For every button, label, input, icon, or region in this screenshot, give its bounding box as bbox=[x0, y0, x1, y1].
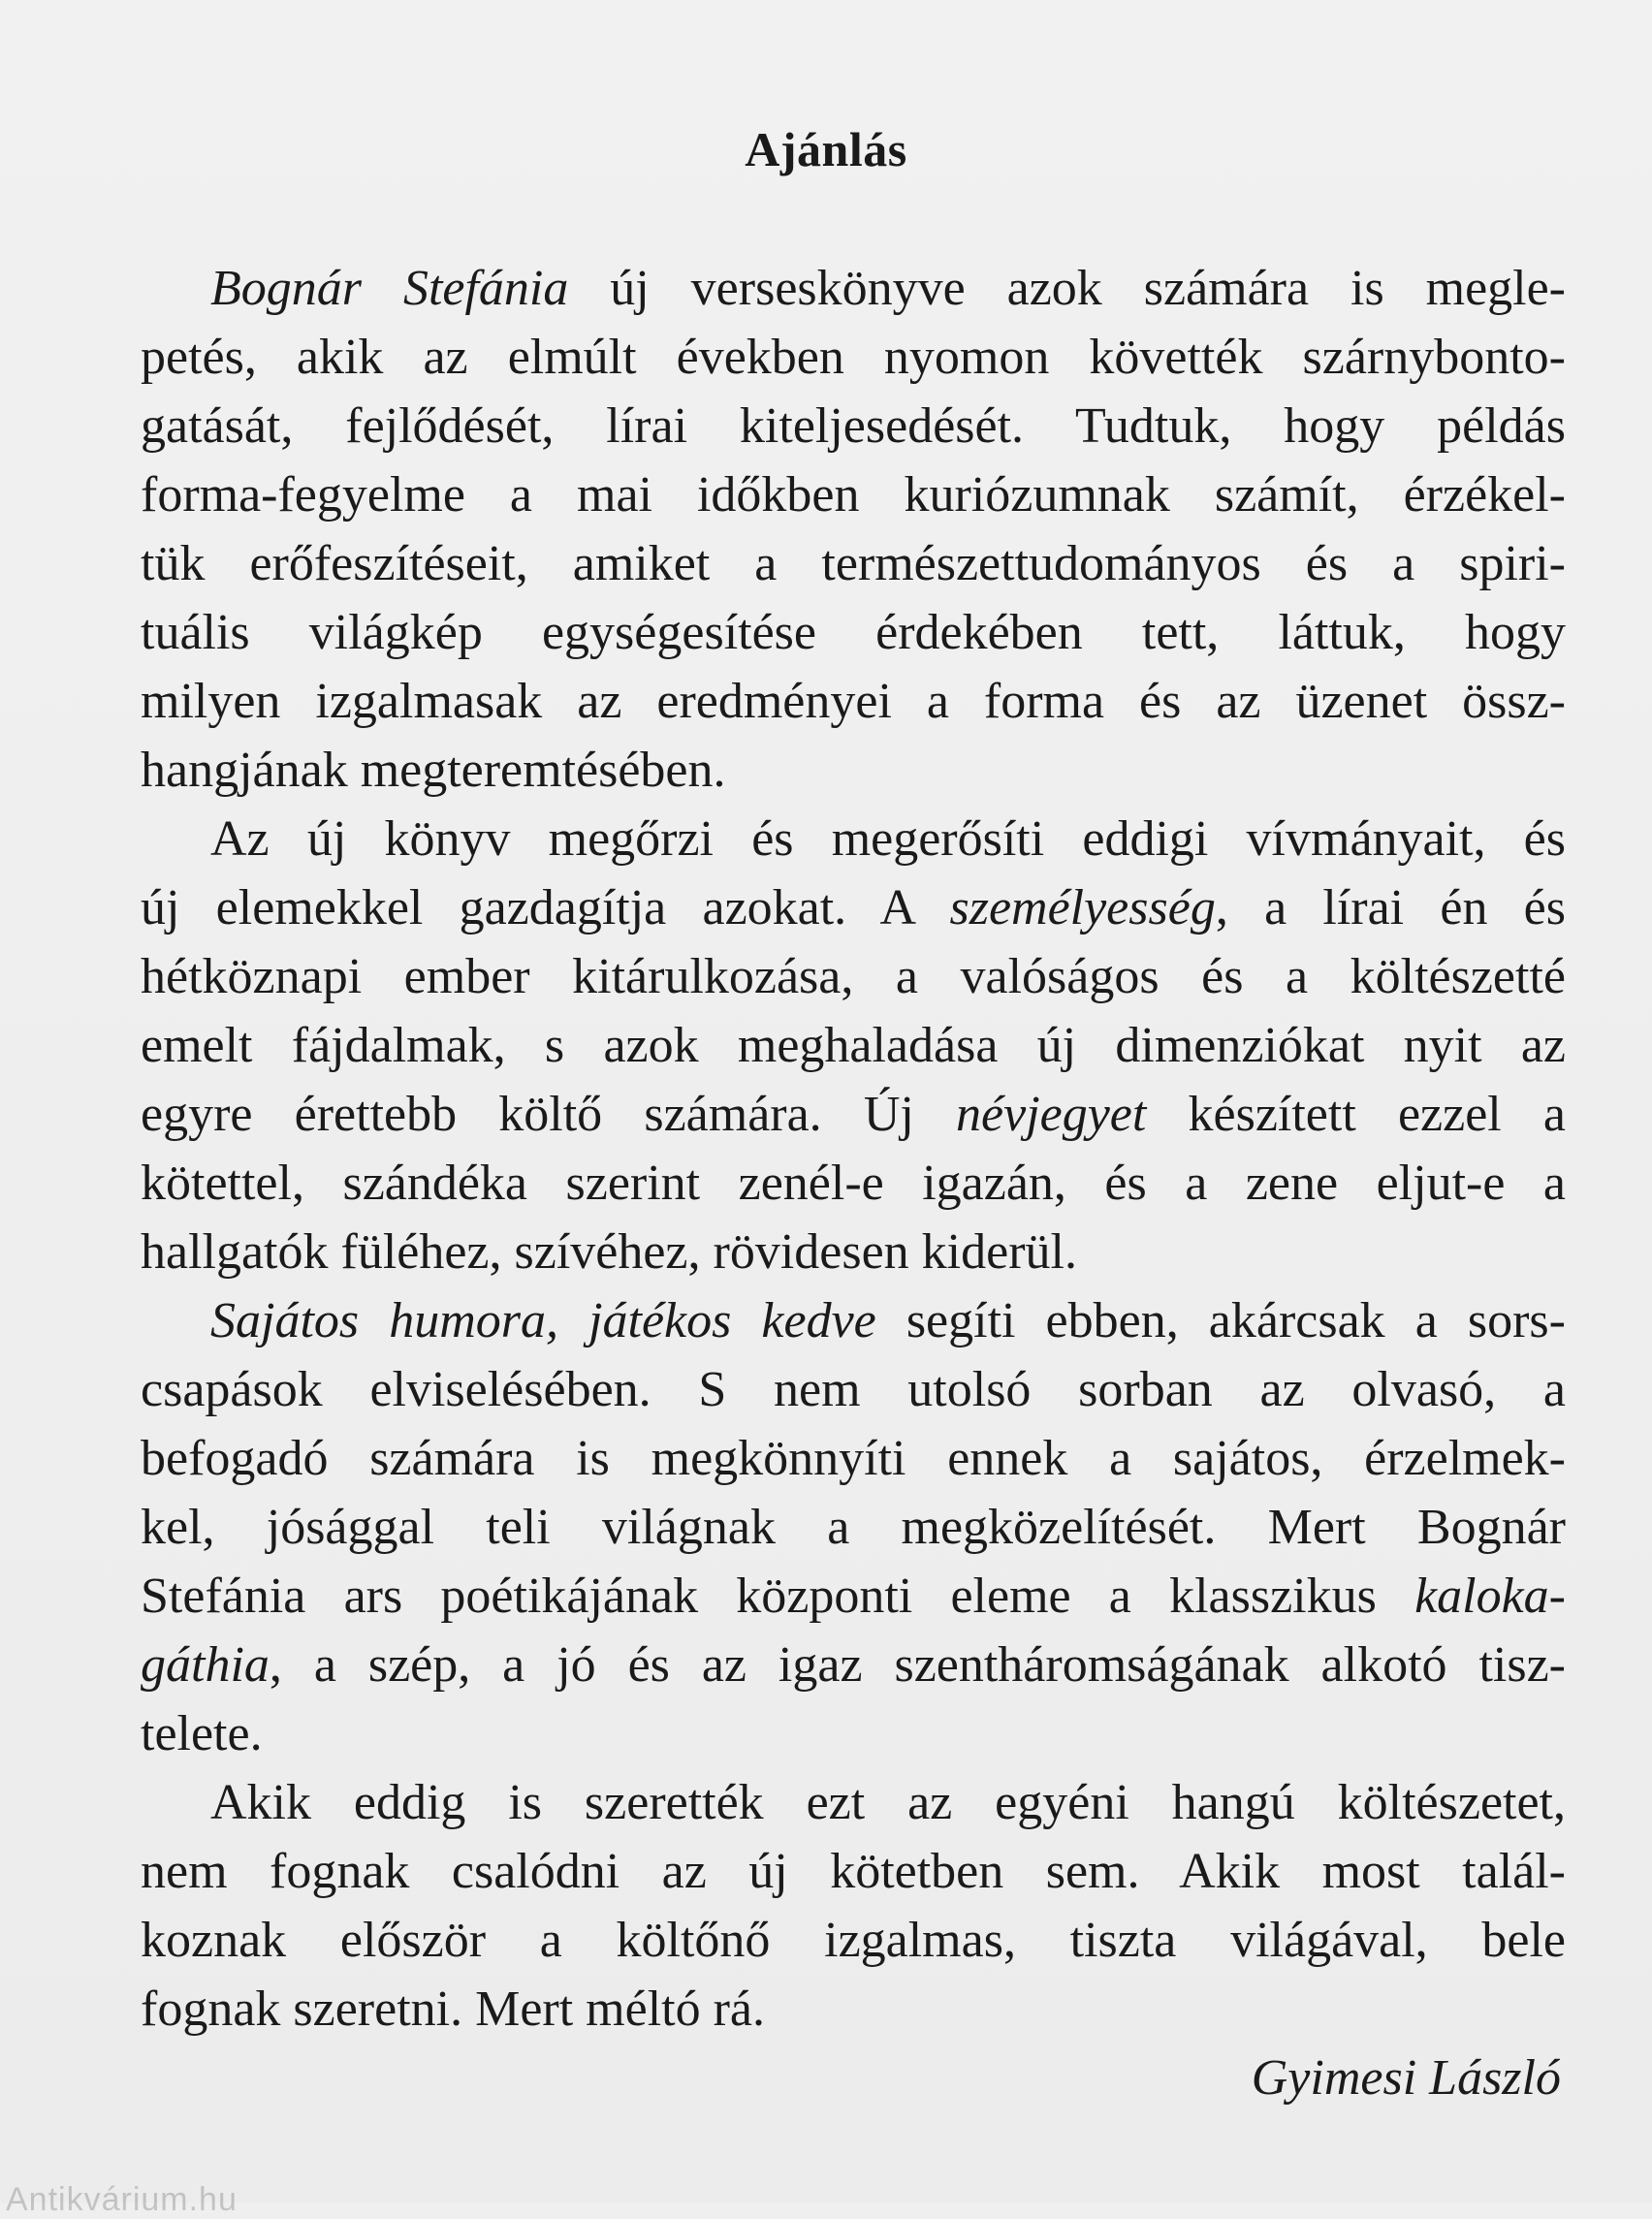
text-line bbox=[141, 1493, 1566, 1562]
text-segment: , a szép, a jó és az igaz szentháromságának alkotó tisz- bbox=[269, 1637, 1566, 1693]
text-segment: új elemekkel gazdagítja azokat. A bbox=[141, 880, 950, 935]
italic-segment: névjegyet bbox=[956, 1087, 1147, 1142]
text-segment: petés, akik az elmúlt években nyomon követték szárnybonto- bbox=[141, 330, 1566, 385]
watermark-text: Antikvárium.hu bbox=[6, 2181, 238, 2218]
text-segment: , a lírai én és bbox=[1215, 880, 1566, 935]
text-segment: kötettel, szándéka szerint zenél-e igazán, és a zene eljut-e a bbox=[141, 1156, 1566, 1211]
text-segment: emelt fájdalmak, s azok meghaladása új dimenziókat nyit az bbox=[141, 1018, 1566, 1073]
text-line bbox=[141, 1424, 1566, 1493]
text-line bbox=[141, 598, 1566, 667]
italic-segment: Sajátos humora, játékos kedve bbox=[210, 1293, 876, 1348]
text-segment: hangjának megteremtésében. bbox=[141, 743, 726, 798]
text-line bbox=[141, 1562, 1566, 1631]
text-line bbox=[141, 1699, 1566, 1768]
author-signature: Gyimesi László bbox=[1251, 2050, 1561, 2106]
text-line bbox=[141, 1631, 1566, 1699]
text-segment: gatását, fejlődését, lírai kiteljesedését. Tudtuk, hogy példás bbox=[141, 398, 1566, 454]
text-line bbox=[141, 254, 1566, 323]
text-line bbox=[141, 736, 1566, 805]
text-segment: kel, jósággal teli világnak a megközelítését. Mert Bognár bbox=[141, 1500, 1566, 1555]
text-segment: koznak először a költőnő izgalmas, tiszta világával, bele bbox=[141, 1913, 1566, 1968]
text-line bbox=[141, 1218, 1566, 1286]
text-segment: telete. bbox=[141, 1706, 263, 1761]
paragraph bbox=[141, 254, 1566, 805]
text-line bbox=[141, 1355, 1566, 1424]
paragraph bbox=[141, 1286, 1566, 1768]
text-segment: tük erőfeszítéseit, amiket a természettudományos és a spiri- bbox=[141, 536, 1566, 591]
text-segment: új verseskönyve azok számára is megle- bbox=[568, 261, 1566, 316]
text-line bbox=[141, 1975, 1566, 2044]
text-segment: Az új könyv megőrzi és megerősíti eddigi vívmányait, és bbox=[210, 811, 1566, 867]
text-line bbox=[141, 1837, 1566, 1906]
italic-segment: gáthia bbox=[141, 1637, 270, 1693]
text-line bbox=[141, 529, 1566, 598]
body-text bbox=[141, 254, 1566, 2044]
text-segment: Akik eddig is szerették ezt az egyéni hangú költészetet, bbox=[210, 1775, 1566, 1830]
text-line bbox=[141, 392, 1566, 460]
paragraph bbox=[141, 805, 1566, 1286]
text-segment: nem fognak csalódni az új kötetben sem. Akik most talál- bbox=[141, 1844, 1566, 1899]
text-line bbox=[141, 460, 1566, 529]
text-line bbox=[141, 667, 1566, 736]
text-line bbox=[141, 1906, 1566, 1975]
text-segment: fognak szeretni. Mert méltó rá. bbox=[141, 1981, 765, 2037]
text-line bbox=[141, 873, 1566, 942]
text-line bbox=[141, 1011, 1566, 1080]
text-segment: hétköznapi ember kitárulkozása, a valóságos és a költészetté bbox=[141, 949, 1566, 1004]
italic-segment: kaloka- bbox=[1414, 1569, 1566, 1624]
italic-segment: Bognár Stefánia bbox=[210, 261, 569, 316]
text-segment: forma-fegyelme a mai időkben kuriózumnak számít, érzékel- bbox=[141, 467, 1566, 523]
text-segment: befogadó számára is megkönnyíti ennek a sajátos, érzelmek- bbox=[141, 1431, 1566, 1486]
text-line bbox=[141, 1080, 1566, 1149]
text-segment: Stefánia ars poétikájának központi eleme a klasszikus bbox=[141, 1569, 1415, 1624]
text-line bbox=[141, 942, 1566, 1011]
page-title: Ajánlás bbox=[745, 122, 907, 176]
text-segment: hallgatók füléhez, szívéhez, rövidesen kiderül. bbox=[141, 1224, 1077, 1280]
text-segment: csapások elviselésében. S nem utolsó sorban az olvasó, a bbox=[141, 1362, 1566, 1417]
text-line bbox=[141, 1768, 1566, 1837]
text-segment: segíti ebben, akárcsak a sors- bbox=[875, 1293, 1566, 1348]
text-segment: készített ezzel a bbox=[1146, 1087, 1566, 1142]
italic-segment: személyesség bbox=[949, 880, 1216, 935]
text-line bbox=[141, 805, 1566, 873]
text-line bbox=[141, 1149, 1566, 1218]
text-line bbox=[141, 323, 1566, 392]
text-segment: milyen izgalmasak az eredményei a forma és az üzenet össz- bbox=[141, 674, 1566, 729]
text-segment: tuális világkép egységesítése érdekében tett, láttuk, hogy bbox=[141, 605, 1566, 660]
text-line bbox=[141, 1286, 1566, 1355]
text-segment: egyre érettebb költő számára. Új bbox=[141, 1087, 957, 1142]
paragraph bbox=[141, 1768, 1566, 2044]
